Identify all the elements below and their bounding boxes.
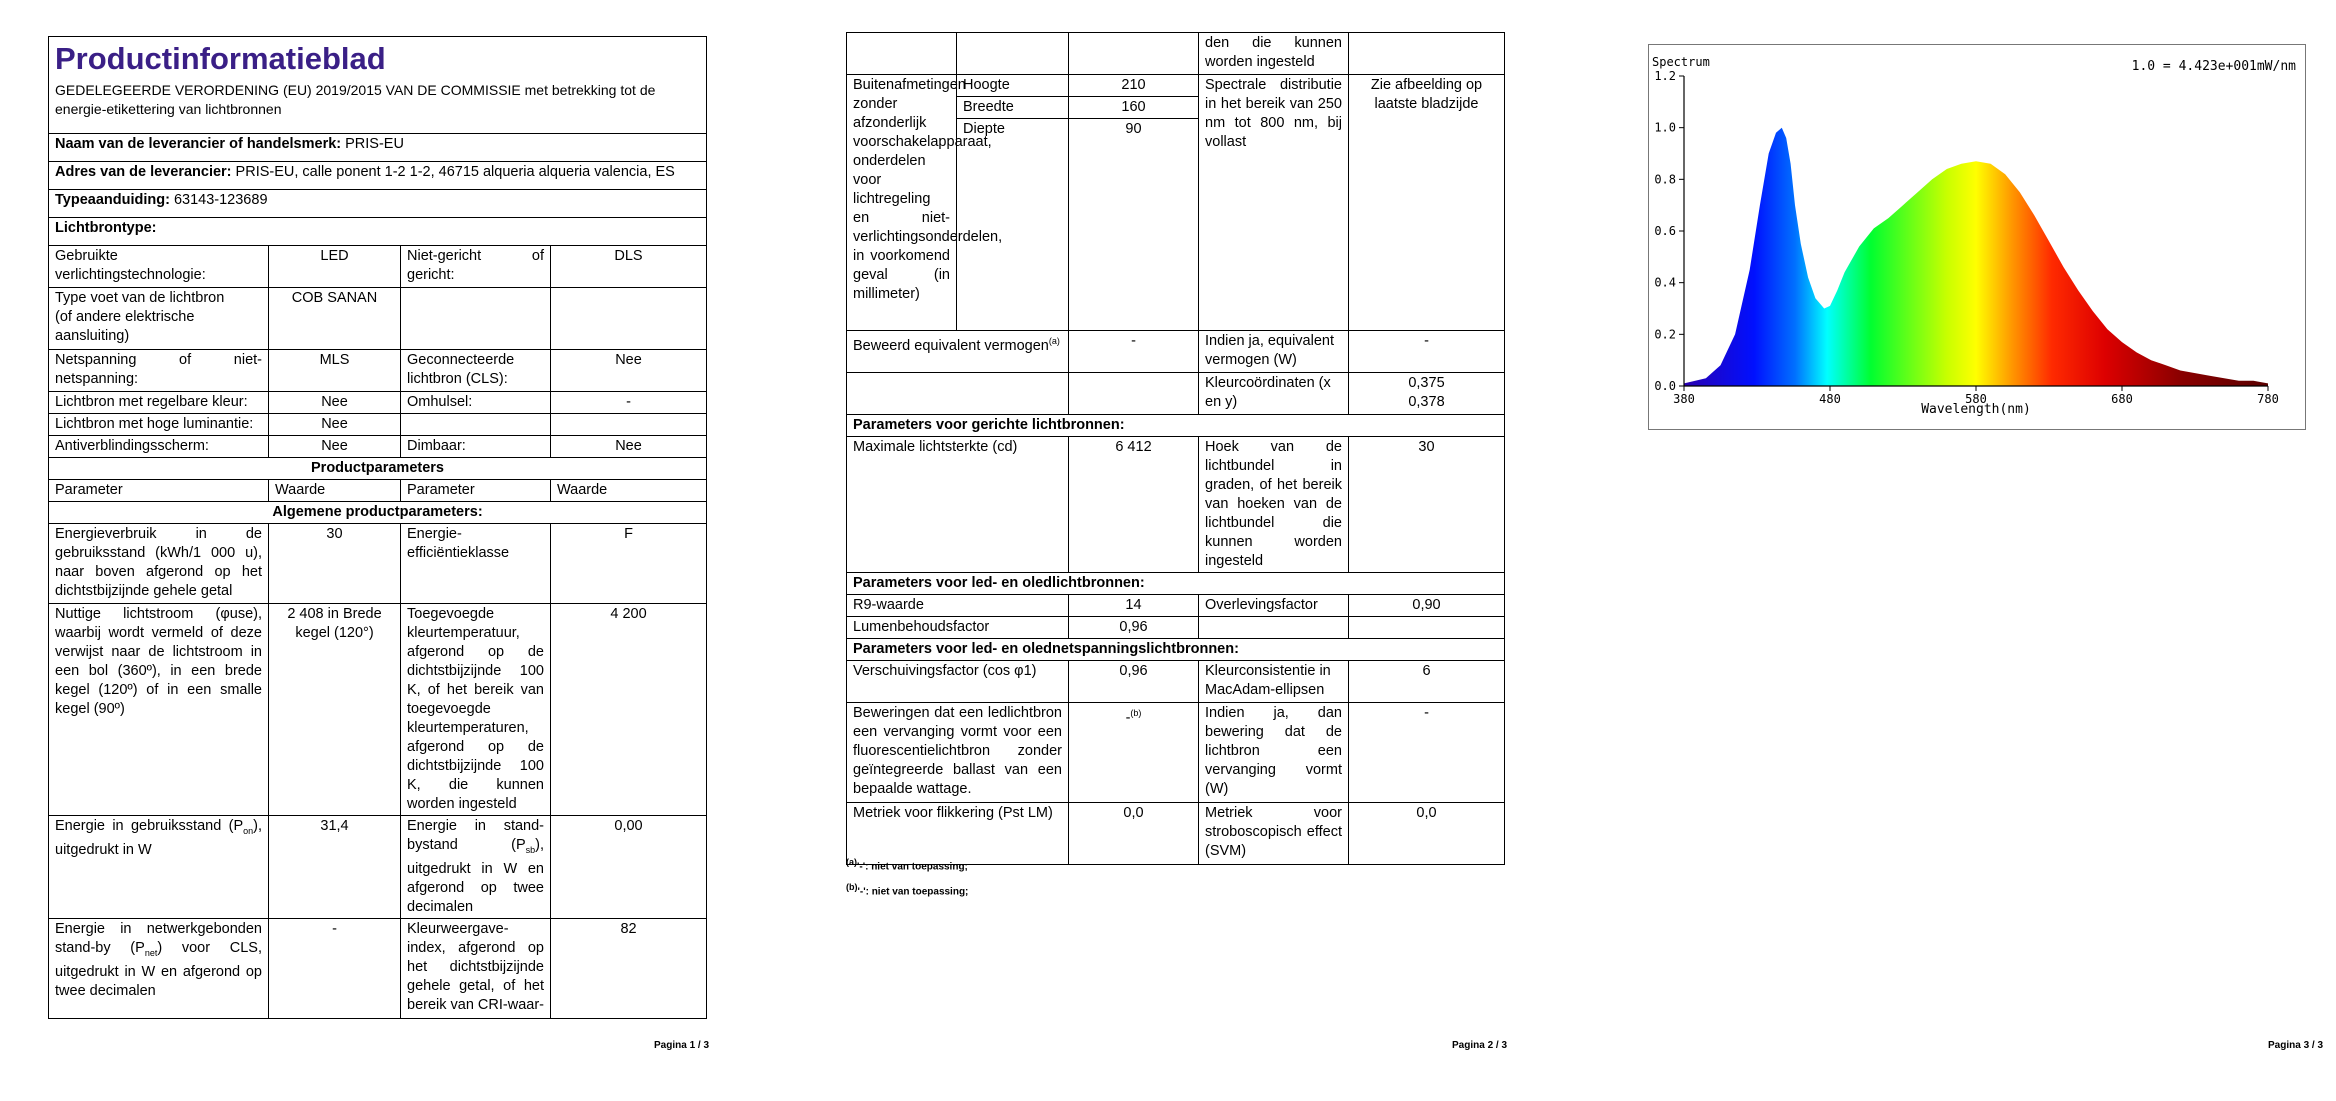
page-3 — [1556, 0, 2336, 1101]
y-tick-label: 0.4 — [1654, 275, 1676, 290]
cri-label: Kleurweergave-index, afgerond op het dichtstbijzijnde gehele getal, of het bereik van CRI-waar- — [401, 918, 551, 1018]
chromaticity-y: 0,378 — [1408, 394, 1445, 410]
address-value: PRIS-EU, calle ponent 1-2 1-2, 46715 alqueria alqueria valencia, ES — [235, 164, 675, 180]
flux-label: Nuttige lichtstroom (φuse), waarbij wordt vermeld of deze verwijst naar de lichtstroom in een bol (360º), in een brede kegel (120º) of in een smalle kegel (90º) — [49, 604, 269, 816]
psb-label — [401, 816, 551, 919]
claim-label — [847, 331, 1069, 373]
equivalent-power-label: Indien ja, equivalent vermogen (W) — [1199, 331, 1349, 373]
empty-cell — [1069, 373, 1199, 415]
product-info-table-2 — [846, 32, 1505, 865]
equivalent-power-value: - — [1349, 331, 1505, 373]
supplier-label: Naam van de leverancier of handelsmerk: — [55, 136, 342, 152]
anti-glare-value: Nee — [269, 436, 401, 458]
width-value: 160 — [1069, 97, 1199, 119]
page-number: Pagina 3 / 3 — [2268, 1040, 2324, 1051]
claim-value: - — [1069, 331, 1199, 373]
chromaticity-x: 0,375 — [1408, 375, 1445, 391]
psb-value: 0,00 — [551, 816, 707, 919]
directional-label: Niet-gericht of gericht: — [401, 246, 551, 288]
psb-sub: sb — [525, 844, 536, 855]
led-params-header: Parameters voor led- en oledlichtbronnen: — [847, 573, 1505, 595]
tunable-value: Nee — [269, 392, 401, 414]
displacement-label: Verschuivingsfactor (cos φ1) — [847, 661, 1069, 703]
y-tick-label: 0.6 — [1654, 224, 1676, 238]
y-tick-label: 0.2 — [1654, 327, 1676, 342]
depth-value: 90 — [1069, 119, 1199, 331]
tech-label: Gebruikte verlichtingstechnologie: — [49, 246, 269, 288]
col-header-param: Parameter — [49, 480, 269, 502]
supplier-row — [49, 134, 707, 162]
col-header-value: Waarde — [269, 480, 401, 502]
y-tick-label: 1.0 — [1654, 120, 1676, 135]
flux-value: 2 408 in Brede kegel (120°) — [269, 604, 401, 816]
x-tick-label: 780 — [2257, 392, 2279, 406]
footnote-b-mark: (b) — [846, 882, 858, 893]
x-tick-label: 680 — [2111, 392, 2133, 406]
regulation-text: GEDELEGEERDE VERORDENING (EU) 2019/2015 VAN DE COMMISSIE met betrekking tot de energie-etikettering van lichtbronnen — [55, 82, 656, 117]
energy-label: Energieverbruik in de gebruiksstand (kWh/1 000 u), naar boven afgerond op het dichtstbijzijnde gehele getal — [49, 524, 269, 604]
stroboscopic-label: Metriek voor stroboscopisch effect (SVM) — [1199, 803, 1349, 865]
macadam-label: Kleurconsistentie in MacAdam-ellipsen — [1199, 661, 1349, 703]
x-axis-label: Wavelength(nm) — [1921, 402, 2031, 417]
directional-params-header: Parameters voor gerichte lichtbronnen: — [847, 415, 1505, 437]
footnote-a — [846, 852, 968, 877]
x-tick-label: 380 — [1673, 392, 1695, 406]
empty-cell — [1349, 33, 1505, 75]
spectral-label: Spectrale distributie in het bereik van 250 nm tot 800 nm, bij vollast — [1199, 75, 1349, 331]
width-label: Breedte — [957, 97, 1069, 119]
title-cell — [49, 37, 707, 134]
mains-label: Netspanning of niet-netspanning: — [49, 350, 269, 392]
lumen-maintenance-label: Lumenbehoudsfactor — [847, 617, 1069, 639]
empty-cell — [957, 33, 1069, 75]
peak-intensity-value: 6 412 — [1069, 437, 1199, 573]
mains-value: MLS — [269, 350, 401, 392]
y-tick-label: 0.8 — [1654, 172, 1676, 187]
replacement-footnote-mark: (b) — [1130, 708, 1142, 718]
empty-cell — [401, 414, 551, 436]
cap-label — [49, 288, 269, 350]
cap-label-line2: (of andere elektrische aansluiting) — [55, 309, 195, 344]
cap-label-line1: Type voet van de lichtbron — [55, 290, 225, 306]
empty-cell — [401, 288, 551, 350]
page-number: Pagina 2 / 3 — [1452, 1040, 1508, 1051]
pnet-sub: net — [144, 947, 158, 958]
tunable-label: Lichtbron met regelbare kleur: — [49, 392, 269, 414]
beam-angle-value: 30 — [1349, 437, 1505, 573]
pon-value: 31,4 — [269, 816, 401, 919]
empty-cell — [1349, 617, 1505, 639]
displacement-value: 0,96 — [1069, 661, 1199, 703]
address-row — [49, 162, 707, 190]
flicker-label: Metriek voor flikkering (Pst LM) — [847, 803, 1069, 865]
type-value: 63143-123689 — [173, 192, 268, 208]
pon-label — [49, 816, 269, 919]
lightsource-type-header: Lichtbrontype: — [49, 218, 707, 246]
cri-value: 82 — [551, 918, 707, 1018]
empty-cell — [847, 373, 1069, 415]
eec-label: Energie-efficiëntieklasse — [401, 524, 551, 604]
energy-value: 30 — [269, 524, 401, 604]
flicker-value: 0,0 — [1069, 803, 1199, 865]
footnote-b-dash: '-' — [857, 886, 866, 898]
product-info-table-1 — [48, 36, 707, 1019]
dimmable-value: Nee — [551, 436, 707, 458]
height-value: 210 — [1069, 75, 1199, 97]
claim-footnote-mark: (a) — [1048, 336, 1060, 346]
pnet-label-text: Energie in netwerkgebonden stand-by (P — [55, 920, 262, 956]
footnote-a-text: : niet van toepassing; — [865, 861, 968, 873]
footnote-b — [846, 877, 968, 902]
height-label: Hoogte — [957, 75, 1069, 97]
supplier-value: PRIS-EU — [345, 136, 404, 152]
cct-value: 4 200 — [551, 604, 707, 816]
chromaticity-label: Kleurcoördinaten (x en y) — [1199, 373, 1349, 415]
chart-title: Spectrum — [1652, 55, 1710, 69]
high-luminance-label: Lichtbron met hoge luminantie: — [49, 414, 269, 436]
page-2 — [778, 0, 1538, 1101]
dimensions-label: Buitenafmetingen zonder afzonderlijk voorschakelapparaat, onderdelen voor lichtregeling en niet-verlichtingsonderdelen, in voorkomend geval (in millimeter) — [847, 75, 957, 331]
pnet-label-text: ) voor CLS, uitgedrukt in W en afgerond op twee decimalen — [55, 939, 262, 999]
claim-label-text: Beweerd equivalent vermogen — [853, 337, 1049, 354]
peak-intensity-label: Maximale lichtsterkte (cd) — [847, 437, 1069, 573]
page-1 — [0, 0, 760, 1101]
empty-cell — [847, 33, 957, 75]
r9-label: R9-waarde — [847, 595, 1069, 617]
dimmable-label: Dimbaar: — [401, 436, 551, 458]
empty-cell — [1199, 617, 1349, 639]
replacement-claim-dash: - — [1125, 709, 1131, 726]
lumen-maintenance-value: 0,96 — [1069, 617, 1199, 639]
replacement-claim-label: Beweringen dat een ledlichtbron een vervanging vormt voor een fluorescentielichtbron zonder geïntegreerde ballast van een bepaalde wattage. — [847, 703, 1069, 803]
x-tick-label: 580 — [1965, 392, 1987, 406]
pnet-value: - — [269, 918, 401, 1018]
empty-cell — [551, 414, 707, 436]
replacement-claim-value — [1069, 703, 1199, 803]
general-params-header: Algemene productparameters: — [49, 502, 707, 524]
replacement-watt-label: Indien ja, dan bewering dat de lichtbron een vervanging vormt (W) — [1199, 703, 1349, 803]
cct-label: Toegevoegde kleurtemperatuur, afgerond op de dichtstbijzijnde 100 K, of het bereik van toegevoegde kleurtemperaturen, afgerond op de dichtstbijzijnde 100 K, die kunnen worden ingesteld — [401, 604, 551, 816]
footnote-a-mark: (a) — [846, 857, 857, 867]
spectrum-area — [1684, 128, 2268, 386]
continued-text: den die kunnen worden ingesteld — [1199, 33, 1349, 75]
empty-cell — [1069, 33, 1199, 75]
pnet-label — [49, 918, 269, 1018]
type-label: Typeaanduiding: — [55, 192, 170, 208]
col-header-value: Waarde — [551, 480, 707, 502]
beam-angle-label: Hoek van de lichtbundel in graden, of het bereik van hoeken van de lichtbundel die kunnen worden ingesteld — [1199, 437, 1349, 573]
tech-value: LED — [269, 246, 401, 288]
survival-label: Overlevingsfactor — [1199, 595, 1349, 617]
replacement-watt-value: - — [1349, 703, 1505, 803]
survival-value: 0,90 — [1349, 595, 1505, 617]
directional-value: DLS — [551, 246, 707, 288]
anti-glare-label: Antiverblindingsscherm: — [49, 436, 269, 458]
envelope-label: Omhulsel: — [401, 392, 551, 414]
psb-label-text: Energie in stand-bystand (P — [407, 818, 544, 853]
pon-label-text: ), uitgedrukt in W — [55, 818, 262, 858]
pon-sub: on — [243, 825, 254, 836]
product-params-header: Productparameters — [49, 458, 707, 480]
page-title: Productinformatieblad — [55, 41, 386, 76]
type-row — [49, 190, 707, 218]
address-label: Adres van de leverancier: — [55, 164, 232, 180]
cls-value: Nee — [551, 350, 707, 392]
col-header-param: Parameter — [401, 480, 551, 502]
mains-params-header: Parameters voor led- en olednetspanningslichtbronnen: — [847, 639, 1505, 661]
spectral-value: Zie afbeelding op laatste bladzijde — [1349, 75, 1505, 331]
pon-label-text: Energie in gebruiksstand (P — [55, 818, 244, 834]
eec-value: F — [551, 524, 707, 604]
macadam-value: 6 — [1349, 661, 1505, 703]
empty-cell — [551, 288, 707, 350]
footnote-b-text: : niet van toepassing; — [865, 886, 969, 898]
y-tick-label: 0.0 — [1654, 379, 1676, 393]
psb-label-text: ), uitgedrukt in W en afgerond op twee decimalen — [407, 837, 544, 915]
page-number: Pagina 1 / 3 — [654, 1040, 710, 1051]
footnotes — [846, 852, 968, 903]
chart-annotation: 1.0 = 4.423e+001mW/nm — [2131, 59, 2296, 74]
depth-label: Diepte — [957, 119, 1069, 331]
stroboscopic-value: 0,0 — [1349, 803, 1505, 865]
spectrum-chart — [1556, 0, 2336, 460]
footnote-a-dash: '-' — [857, 861, 866, 873]
chromaticity-value — [1349, 373, 1505, 415]
r9-value: 14 — [1069, 595, 1199, 617]
cls-label: Geconnecteerde lichtbron (CLS): — [401, 350, 551, 392]
high-luminance-value: Nee — [269, 414, 401, 436]
y-tick-label: 1.2 — [1654, 69, 1676, 83]
envelope-value: - — [551, 392, 707, 414]
x-tick-label: 480 — [1819, 392, 1841, 406]
cap-value: COB SANAN — [269, 288, 401, 350]
